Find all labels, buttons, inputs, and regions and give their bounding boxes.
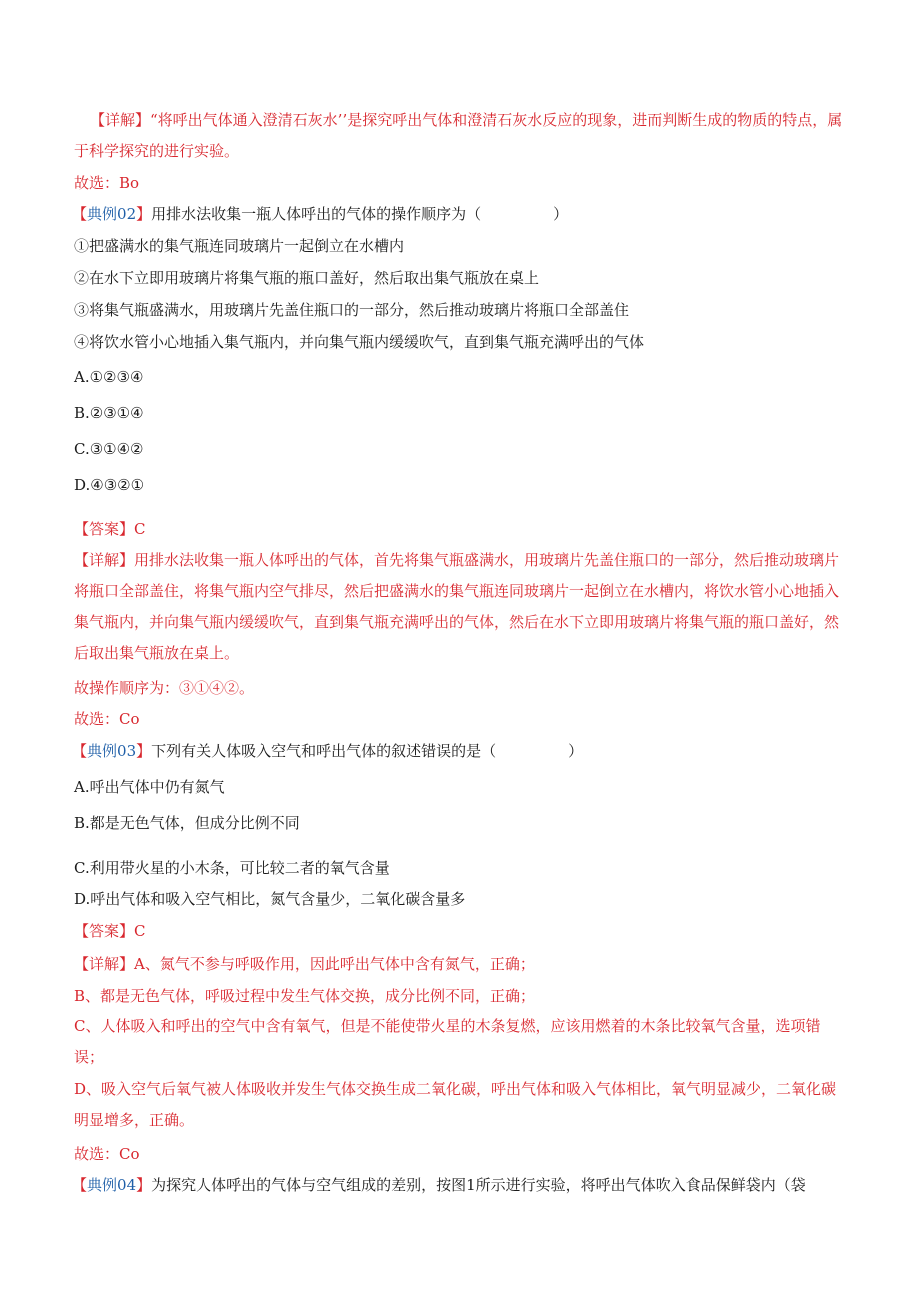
detail-tag: 【详解】	[74, 955, 135, 973]
answer-line	[74, 920, 146, 942]
answer-value: C	[134, 520, 146, 538]
option-c: C.③①④②	[74, 440, 144, 458]
tag-bracket-close: 】	[136, 1176, 152, 1194]
option-a: A.呼出气体中仍有氮气	[74, 778, 225, 796]
tag-bracket-open: 【	[72, 742, 88, 760]
detail-paragraph-1	[74, 105, 846, 167]
choice-line: 故选：Co	[74, 1145, 140, 1163]
choice-line: 故选：Co	[74, 710, 140, 728]
answer-tag: 【答案】	[74, 520, 135, 538]
option-c: C.利用带火星的小木条，可比较二者的氧气含量	[74, 859, 390, 877]
tag-number: 04	[117, 1176, 137, 1194]
answer-line	[74, 518, 146, 540]
order-line: 故操作顺序为：③①④②。	[74, 679, 255, 697]
detail-line-d: D、吸入空气后氧气被人体吸收并发生气体交换生成二氧化碳，呼出气体和吸入气体相比，氧气明显减少，二氧化碳明显增多，正确。	[74, 1080, 837, 1129]
option-b: B.都是无色气体，但成分比例不同	[74, 814, 300, 832]
detail-text: A、氮气不参与呼吸作用，因此呼出气体中含有氮气，正确；	[134, 955, 535, 973]
tag-word: 典例	[87, 205, 118, 223]
example-03-question	[72, 740, 583, 762]
answer-value: C	[134, 922, 146, 940]
question-close: ）	[568, 742, 584, 760]
question-text: 用排水法收集一瓶人体呼出的气体的操作顺序为（	[151, 205, 482, 223]
tag-word: 典例	[87, 1176, 118, 1194]
detail-tag: 【详解】	[90, 111, 151, 129]
step-3: ③将集气瓶盛满水，用玻璃片先盖住瓶口的一部分，然后推动玻璃片将瓶口全部盖住	[74, 301, 630, 319]
question-close: ）	[553, 205, 569, 223]
option-a: A.①②③④	[74, 368, 144, 386]
detail-text: “将呼出气体通入澄清石灰水’’是探究呼出气体和澄清石灰水反应的现象，进而判断生成的物质的特点，属于科学探究的进行实验。	[74, 111, 843, 160]
answer-tag: 【答案】	[74, 922, 135, 940]
option-d: D.④③②①	[74, 476, 145, 494]
detail-line-c: C、人体吸入和呼出的空气中含有氧气，但是不能使带火星的木条复燃，应该用燃着的木条比较氧气含量，选项错误；	[74, 1017, 821, 1066]
question-text: 为探究人体呼出的气体与空气组成的差别，按图1所示进行实验，将呼出气体吹入食品保鲜袋内（袋	[151, 1176, 806, 1194]
step-4: ④将饮水管小心地插入集气瓶内，并向集气瓶内缓缓吹气，直到集气瓶充满呼出的气体	[74, 333, 645, 351]
detail-tag: 【详解】	[74, 551, 135, 569]
example-04-question	[72, 1174, 806, 1196]
step-1: ①把盛满水的集气瓶连同玻璃片一起倒立在水槽内	[74, 237, 405, 255]
choice-line: 故选：Bo	[74, 174, 140, 192]
step-2: ②在水下立即用玻璃片将集气瓶的瓶口盖好，然后取出集气瓶放在桌上	[74, 269, 540, 287]
tag-number: 02	[117, 205, 137, 223]
tag-bracket-open: 【	[72, 205, 88, 223]
question-text: 下列有关人体吸入空气和呼出气体的叙述错误的是（	[151, 742, 497, 760]
option-d: D.呼出气体和吸入空气相比，氮气含量少，二氧化碳含量多	[74, 890, 466, 908]
detail-paragraph-2	[74, 545, 846, 669]
tag-word: 典例	[87, 742, 118, 760]
detail-line-a	[74, 953, 535, 975]
tag-bracket-close: 】	[136, 205, 152, 223]
detail-text: 用排水法收集一瓶人体呼出的气体，首先将集气瓶盛满水，用玻璃片先盖住瓶口的一部分，然后推动玻璃片将瓶口全部盖住，将集气瓶内空气排尽，然后把盛满水的集气瓶连同玻璃片一起倒立在水槽内，将饮水管小心地插入集气瓶内，并向集气瓶内缓缓吹气，直到集气瓶充满呼出的气体，然后在水下立即用玻璃片将集气瓶的瓶口盖好，然后取出集气瓶放在桌上。	[74, 551, 840, 662]
tag-number: 03	[117, 742, 137, 760]
example-02-question	[72, 203, 568, 225]
detail-line-b: B、都是无色气体，呼吸过程中发生气体交换，成分比例不同，正确；	[74, 987, 536, 1005]
tag-bracket-open: 【	[72, 1176, 88, 1194]
tag-bracket-close: 】	[136, 742, 152, 760]
option-b: B.②③①④	[74, 404, 144, 422]
